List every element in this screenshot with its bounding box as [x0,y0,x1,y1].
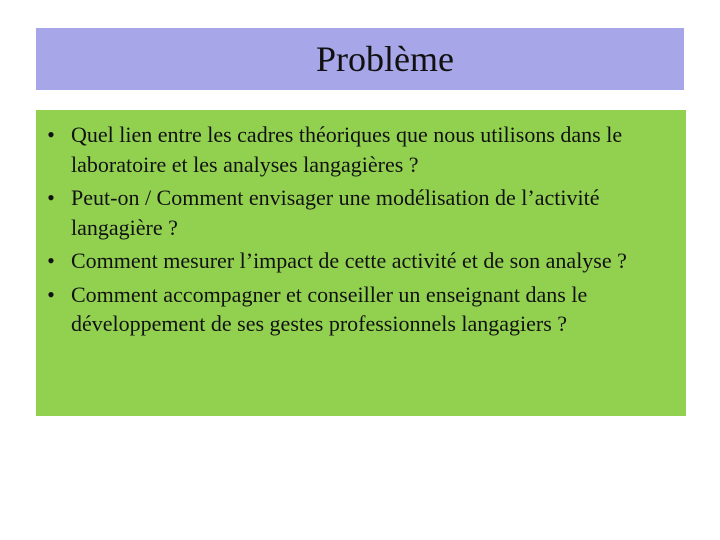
bullet-icon: • [47,248,55,273]
bullet-icon: • [47,281,55,307]
bullet-item [36,246,676,276]
bullet-text: Peut-on / Comment envisager une modélisation de l’activité langagière ? [71,185,600,240]
content-panel [36,110,686,416]
bullet-item [36,120,676,179]
bullet-list [36,120,676,339]
bullet-text: Comment mesurer l’impact de cette activité et de son analyse ? [71,248,627,273]
bullet-icon: • [47,185,55,210]
slide-title: Problème [316,39,454,79]
bullet-item [36,280,676,339]
bullet-text: Quel lien entre les cadres théoriques que nous utilisons dans le laboratoire et les analyses langagières ? [71,122,623,177]
bullet-text: Comment accompagner et conseiller un enseignant dans le développement de ses gestes professionnels langagiers ? [71,281,588,336]
title-banner [36,28,684,90]
bullet-icon: • [47,122,55,147]
bullet-item [36,183,676,242]
